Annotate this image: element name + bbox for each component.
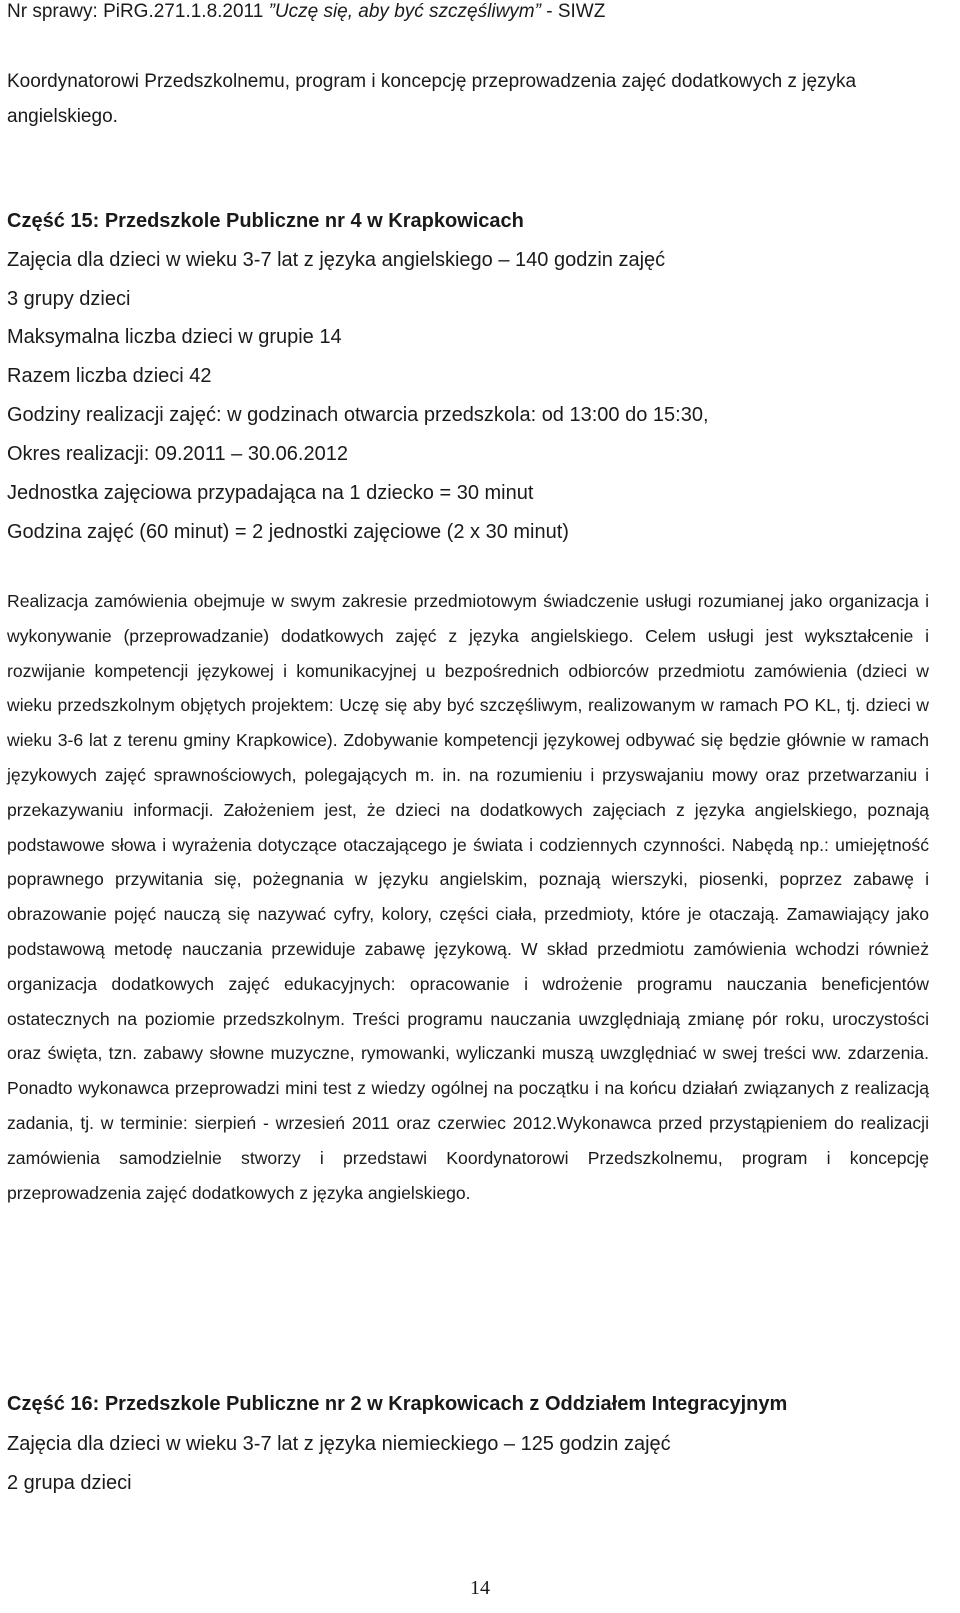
case-number: Nr sprawy: PiRG.271.1.8.2011 xyxy=(7,1,264,22)
part15-description: Realizacja zamówienia obejmuje w swym zakresie przedmiotowym świadczenie usługi rozumianej jako organizacja i wykonywanie (przeprowadzanie) dodatkowych zajęć z języka angielskiego. Celem usługi jest wykształcenie i rozwijanie kompetencji językowej i komunikacyjnej u bezpośrednich odbiorców przedmiotu zamówienia (dzieci w wieku przedszkolnym objętych projektem: Uczę się aby być szczęśliwym, realizowanym w ramach PO KL, tj. dzieci w wieku 3-6 lat z terenu gminy Krapkowice). Zdobywanie kompetencji językowej odbywać się będzie głównie w ramach językowych zajęć sprawnościowych, polegających m. in. na rozumieniu i przyswajaniu mowy oraz przetwarzaniu i przekazywaniu informacji. Założeniem jest, że dzieci na dodatkowych zajęciach z języka angielskiego, poznają podstawowe słowa i wyrażenia dotyczące otaczającego je świata i codziennych czynności. Nabędą np.: umiejętność poprawnego przywitania się, pożegnania w języku angielskim, poznają wierszyki, piosenki, poprzez zabawę i obrazowanie pojęć nauczą się nazywać cyfry, kolory, części ciała, przedmioty, które je otaczają. Zamawiający jako podstawową metodę nauczania przewiduje zabawę językową. W skład przedmiotu zamówienia wchodzi również organizacja dodatkowych zajęć edukacyjnych: opracowanie i wdrożenie programu nauczania beneficjentów ostatecznych na poziomie przedszkolnym. Treści programu nauczania uwzględniają zmianę pór roku, uroczystości oraz święta, tzn. zabawy słowne muzyczne, rymowanki, wyliczanki muszą uwzględniać w swej treści ww. zdarzenia. Ponadto wykonawca przeprowadzi mini test z wiedzy ogólnej na początku i na końcu działań związanych z realizacją zadania, tj. w terminie: sierpień - wrzesień 2011 oraz czerwiec 2012.Wykonawca przed przystąpieniem do realizacji zamówienia samodzielnie stworzy i przedstawi Koordynatorowi Przedszkolnemu, program i koncepcję przeprowadzenia zajęć dodatkowych z języka angielskiego. xyxy=(7,591,929,1203)
part16-title: Część 16: Przedszkole Publiczne nr 2 w Krapkowicach z Oddziałem Integracyjnym xyxy=(7,1393,788,1415)
intro-line-1: Koordynatorowi Przedszkolnemu, program i koncepcję przeprowadzenia zajęć dodatkowych z języka xyxy=(7,71,857,92)
part15-line: Okres realizacji: 09.2011 – 30.06.2012 xyxy=(7,443,348,465)
part16-line: Zajęcia dla dzieci w wieku 3-7 lat z języka niemieckiego – 125 godzin zajęć xyxy=(7,1433,671,1455)
running-header xyxy=(7,0,605,24)
part15-title: Część 15: Przedszkole Publiczne nr 4 w Krapkowicach xyxy=(7,210,524,232)
part15-line: Godziny realizacji zajęć: w godzinach otwarcia przedszkola: od 13:00 do 15:30, xyxy=(7,404,709,426)
page-number: 14 xyxy=(470,1577,490,1599)
part15-line: Maksymalna liczba dzieci w grupie 14 xyxy=(7,326,342,348)
part15-line: Jednostka zajęciowa przypadająca na 1 dziecko = 30 minut xyxy=(7,482,534,504)
part15-line: Zajęcia dla dzieci w wieku 3-7 lat z języka angielskiego – 140 godzin zajęć xyxy=(7,249,666,271)
document-type: - SIWZ xyxy=(546,1,606,22)
part15-line: Godzina zajęć (60 minut) = 2 jednostki zajęciowe (2 x 30 minut) xyxy=(7,521,569,543)
part16-line: 2 grupa dzieci xyxy=(7,1472,132,1494)
part15-line: 3 grupy dzieci xyxy=(7,288,131,310)
project-name: ”Uczę się, aby być szczęśliwym” xyxy=(268,1,541,22)
part15-line: Razem liczba dzieci 42 xyxy=(7,365,212,387)
intro-line-2: angielskiego. xyxy=(7,106,118,127)
